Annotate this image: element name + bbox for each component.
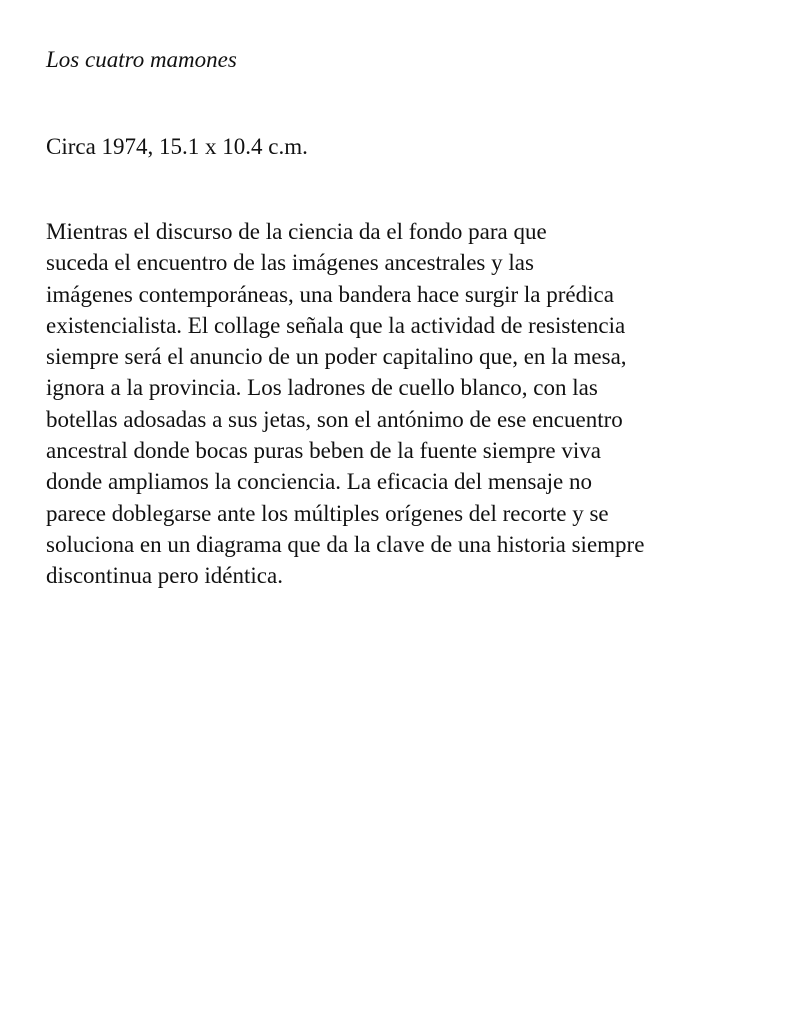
- artwork-description: [46, 216, 751, 592]
- description-line: ignora a la provincia. Los ladrones de cuello blanco, con las: [46, 375, 598, 401]
- description-line: donde ampliamos la conciencia. La eficacia del mensaje no: [46, 469, 593, 495]
- artwork-caption-page: [46, 44, 751, 592]
- artwork-title: Los cuatro mamones: [46, 47, 237, 72]
- description-line: siempre será el anuncio de un poder capitalino que, en la mesa,: [46, 344, 627, 370]
- description-line: suceda el encuentro de las imágenes ancestrales y las: [46, 250, 534, 276]
- description-line: imágenes contemporáneas, una bandera hace surgir la prédica: [46, 281, 614, 307]
- description-line: parece doblegarse ante los múltiples orígenes del recorte y se: [46, 500, 609, 526]
- description-line: Mientras el discurso de la ciencia da el fondo para que: [46, 219, 547, 244]
- description-line: soluciona en un diagrama que da la clave de una historia siempre: [46, 531, 645, 557]
- description-line: discontinua pero idéntica.: [46, 563, 283, 589]
- description-line: botellas adosadas a sus jetas, son el antónimo de ese encuentro: [46, 406, 623, 432]
- artwork-date-dimensions: Circa 1974, 15.1 x 10.4 c.m.: [46, 134, 308, 159]
- description-line: existencialista. El collage señala que la actividad de resistencia: [46, 312, 626, 338]
- description-line: ancestral donde bocas puras beben de la fuente siempre viva: [46, 438, 601, 464]
